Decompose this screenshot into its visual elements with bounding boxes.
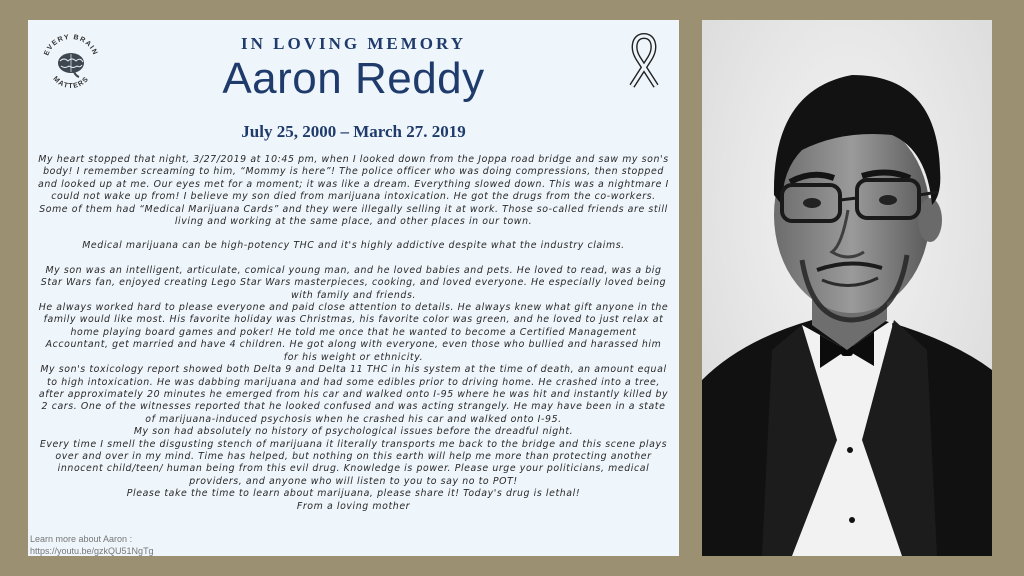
paragraph: My son had absolutely no history of psychological issues before the dreadful night.	[133, 426, 574, 438]
paragraph: He always worked hard to please everyone and paid close attention to details. He always knew what gift anyone in the family would like most. His favorite holiday was Christmas, his favorite color was green, and he loved to just relax at home playing board games and poker! He told me once that he wanted to become a Certified Management Accountant, get married and have 4 children. He got along with everyone, even those who bullied and harassed him for his weight or ethnicity.	[38, 302, 669, 363]
learn-more	[30, 533, 230, 557]
memorial-text	[38, 154, 669, 513]
svg-text:MATTERS: MATTERS	[51, 75, 91, 91]
paragraph: My son was an intelligent, articulate, comical young man, and he loved babies and pets. He loved to read, was a big Star Wars fan, enjoyed creating Lego Star Wars masterpieces, cooking, and loved everyone. He especially loved being with family and friends.	[40, 264, 667, 301]
paragraph: Please take the time to learn about marijuana, please share it! Today's drug is lethal!	[126, 488, 581, 500]
life-dates: July 25, 2000 – March 27. 2019	[241, 122, 466, 141]
memorial-card	[28, 20, 679, 556]
youtube-link[interactable]: https://youtu.be/gzkQU51NgTg	[30, 546, 154, 556]
learn-more-label: Learn more about Aaron :	[30, 534, 133, 544]
honoree-name: Aaron Reddy	[222, 54, 485, 103]
paragraph: Medical marijuana can be high-potency THC and it's highly addictive despite what the industry claims.	[82, 240, 625, 252]
portrait-illustration	[702, 20, 992, 556]
memorial-kicker: IN LOVING MEMORY	[241, 34, 466, 53]
paragraph: My heart stopped that night, 3/27/2019 at 10:45 pm, when I looked down from the Joppa road bridge and saw my son's body! I remember screaming to him, “Mommy is here”! The police officer who was doing compressions, then stopped and looked up at me. Our eyes met for a moment; it was like a dream. Everything slowed down. This was a nightmare I could not wake up from! I believe my son died from marijuana intoxication. He got the drugs from the co-workers. Some of them had “Medical Marijuana Cards” and they were illegally selling it at work. Those so-called friends are still living and working at the same place, and other places in our town.	[38, 154, 669, 228]
portrait-photo	[702, 20, 992, 556]
svg-text:EVERY BRAIN: EVERY BRAIN	[43, 33, 99, 57]
paragraph: My son's toxicology report showed both Delta 9 and Delta 11 THC in his system at the time of death, an amount equal to high intoxication. He was dabbing marijuana and had some edibles prior to driving home. He crashed into a tree, after approximately 20 minutes he emerged from his car and walked onto I-95 where he was hit and instantly killed by 2 cars. One of the witnesses reported that he looked confused and was acting strangely. He may have been in a state of marijuana-induced psychosis when he crashed his car and walked onto I-95.	[38, 364, 669, 425]
memorial-header	[28, 34, 679, 104]
signature-line: From a loving mother	[296, 500, 411, 512]
paragraph: Every time I smell the disgusting stench of marijuana it literally transports me back to the bridge and this scene plays over and over in my mind. Time has helped, but nothing on this earth will help me more than protecting another innocent child/teen/ human being from this evil drug. Knowledge is power. Please urge your politicians, medical providers, and anyone who will listen to you to say no to POT!	[39, 438, 668, 487]
